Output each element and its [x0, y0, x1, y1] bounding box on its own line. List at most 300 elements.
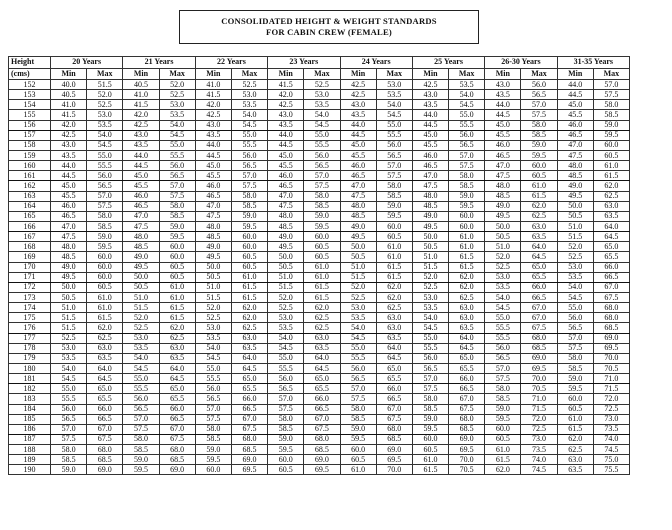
- max-weight-cell: 69.0: [231, 455, 267, 465]
- height-cell: 166: [9, 221, 51, 231]
- min-weight-cell: 45.5: [485, 130, 521, 140]
- max-weight-cell: 65.5: [304, 384, 340, 394]
- max-weight-cell: 52.5: [304, 80, 340, 90]
- max-weight-cell: 70.0: [376, 465, 412, 475]
- table-row: [9, 282, 630, 292]
- min-weight-cell: 42.5: [340, 90, 376, 100]
- max-header: Max: [521, 68, 557, 80]
- min-weight-cell: 47.5: [340, 191, 376, 201]
- min-weight-cell: 43.0: [123, 130, 159, 140]
- max-weight-cell: 62.5: [231, 323, 267, 333]
- title-line-2: FOR CABIN CREW (FEMALE): [266, 27, 392, 37]
- max-weight-cell: 66.5: [87, 414, 123, 424]
- min-weight-cell: 42.0: [123, 110, 159, 120]
- max-weight-cell: 68.5: [159, 455, 195, 465]
- max-weight-cell: 57.5: [593, 90, 629, 100]
- max-weight-cell: 65.0: [449, 353, 485, 363]
- min-header: Min: [557, 68, 593, 80]
- table-row: [9, 434, 630, 444]
- min-weight-cell: 52.5: [268, 303, 304, 313]
- max-weight-cell: 58.5: [159, 211, 195, 221]
- min-weight-cell: 43.0: [51, 140, 87, 150]
- max-weight-cell: 60.0: [231, 232, 267, 242]
- max-weight-cell: 60.0: [87, 272, 123, 282]
- min-weight-cell: 56.5: [485, 353, 521, 363]
- max-weight-cell: 73.5: [593, 424, 629, 434]
- max-weight-cell: 72.0: [593, 394, 629, 404]
- max-weight-cell: 59.5: [376, 211, 412, 221]
- min-weight-cell: 61.0: [340, 465, 376, 475]
- height-cell: 156: [9, 120, 51, 130]
- max-weight-cell: 60.0: [521, 161, 557, 171]
- max-weight-cell: 58.5: [376, 191, 412, 201]
- min-header: Min: [340, 68, 376, 80]
- min-weight-cell: 49.0: [195, 242, 231, 252]
- min-weight-cell: 58.5: [51, 455, 87, 465]
- min-weight-cell: 48.0: [485, 181, 521, 191]
- min-weight-cell: 44.5: [557, 90, 593, 100]
- min-weight-cell: 56.5: [195, 394, 231, 404]
- max-weight-cell: 59.0: [87, 232, 123, 242]
- max-weight-cell: 61.5: [376, 262, 412, 272]
- min-weight-cell: 41.0: [51, 100, 87, 110]
- min-weight-cell: 50.5: [123, 282, 159, 292]
- max-weight-cell: 52.5: [159, 90, 195, 100]
- min-weight-cell: 52.5: [485, 262, 521, 272]
- min-weight-cell: 48.5: [123, 242, 159, 252]
- min-weight-cell: 59.5: [557, 384, 593, 394]
- min-weight-cell: 55.0: [485, 313, 521, 323]
- min-weight-cell: 44.0: [340, 120, 376, 130]
- min-weight-cell: 44.5: [412, 120, 448, 130]
- min-weight-cell: 53.0: [51, 343, 87, 353]
- min-weight-cell: 59.5: [268, 445, 304, 455]
- height-cell: 155: [9, 110, 51, 120]
- min-weight-cell: 45.5: [340, 150, 376, 160]
- max-weight-cell: 70.0: [521, 374, 557, 384]
- table-row: [9, 384, 630, 394]
- max-weight-cell: 59.5: [449, 201, 485, 211]
- min-weight-cell: 56.0: [412, 353, 448, 363]
- min-weight-cell: 54.5: [51, 374, 87, 384]
- max-weight-cell: 66.0: [376, 384, 412, 394]
- max-weight-cell: 59.0: [521, 140, 557, 150]
- min-weight-cell: 52.0: [557, 242, 593, 252]
- min-weight-cell: 54.0: [51, 363, 87, 373]
- min-weight-cell: 51.0: [485, 242, 521, 252]
- min-weight-cell: 49.0: [123, 252, 159, 262]
- height-cell: 177: [9, 333, 51, 343]
- min-weight-cell: 61.5: [485, 455, 521, 465]
- min-weight-cell: 46.5: [412, 161, 448, 171]
- max-weight-cell: 65.5: [593, 252, 629, 262]
- min-weight-cell: 55.0: [557, 303, 593, 313]
- min-weight-cell: 43.5: [195, 130, 231, 140]
- max-weight-cell: 72.0: [521, 414, 557, 424]
- min-weight-cell: 48.0: [51, 242, 87, 252]
- max-weight-cell: 53.0: [376, 80, 412, 90]
- max-weight-cell: 67.0: [231, 414, 267, 424]
- max-weight-cell: 55.5: [231, 140, 267, 150]
- max-weight-cell: 68.0: [376, 424, 412, 434]
- min-weight-cell: 55.0: [340, 343, 376, 353]
- max-weight-cell: 71.5: [593, 384, 629, 394]
- max-weight-cell: 64.0: [87, 363, 123, 373]
- min-weight-cell: 47.0: [485, 161, 521, 171]
- min-weight-cell: 58.0: [340, 404, 376, 414]
- max-weight-cell: 55.5: [376, 130, 412, 140]
- min-weight-cell: 60.5: [340, 455, 376, 465]
- min-weight-cell: 51.5: [268, 282, 304, 292]
- max-weight-cell: 61.5: [159, 313, 195, 323]
- min-weight-cell: 46.5: [557, 130, 593, 140]
- max-weight-cell: 57.5: [159, 191, 195, 201]
- max-weight-cell: 62.0: [231, 303, 267, 313]
- max-weight-cell: 74.5: [593, 445, 629, 455]
- max-weight-cell: 66.0: [593, 262, 629, 272]
- min-weight-cell: 46.5: [340, 171, 376, 181]
- min-weight-cell: 53.0: [557, 262, 593, 272]
- max-weight-cell: 63.0: [376, 323, 412, 333]
- max-weight-cell: 59.0: [449, 191, 485, 201]
- table-row: [9, 353, 630, 363]
- max-weight-cell: 66.0: [521, 282, 557, 292]
- max-weight-cell: 65.0: [376, 363, 412, 373]
- max-header: Max: [376, 68, 412, 80]
- min-weight-cell: 54.0: [485, 292, 521, 302]
- min-weight-cell: 42.0: [51, 120, 87, 130]
- min-weight-cell: 48.0: [557, 161, 593, 171]
- max-weight-cell: 55.5: [87, 161, 123, 171]
- min-weight-cell: 53.0: [123, 333, 159, 343]
- max-weight-cell: 63.0: [521, 221, 557, 231]
- max-weight-cell: 67.5: [376, 414, 412, 424]
- max-weight-cell: 60.5: [521, 171, 557, 181]
- max-weight-cell: 67.0: [376, 404, 412, 414]
- max-weight-cell: 69.5: [449, 445, 485, 455]
- min-weight-cell: 45.5: [123, 181, 159, 191]
- min-weight-cell: 52.5: [412, 282, 448, 292]
- min-weight-cell: 44.0: [485, 100, 521, 110]
- min-weight-cell: 50.0: [340, 242, 376, 252]
- max-weight-cell: 66.0: [449, 374, 485, 384]
- max-weight-cell: 65.0: [159, 384, 195, 394]
- min-weight-cell: 57.5: [412, 384, 448, 394]
- max-weight-cell: 67.5: [231, 424, 267, 434]
- max-weight-cell: 68.0: [449, 414, 485, 424]
- max-weight-cell: 65.5: [87, 394, 123, 404]
- max-weight-cell: 63.5: [593, 211, 629, 221]
- max-weight-cell: 56.5: [87, 181, 123, 191]
- max-weight-cell: 68.5: [593, 323, 629, 333]
- min-weight-cell: 60.0: [195, 465, 231, 475]
- max-weight-cell: 64.0: [159, 363, 195, 373]
- min-weight-cell: 58.0: [268, 414, 304, 424]
- min-weight-cell: 50.0: [557, 201, 593, 211]
- min-weight-cell: 54.5: [195, 353, 231, 363]
- max-weight-cell: 57.5: [231, 181, 267, 191]
- max-weight-cell: 52.5: [87, 100, 123, 110]
- min-weight-cell: 43.5: [268, 120, 304, 130]
- table-row: [9, 242, 630, 252]
- table-row: [9, 140, 630, 150]
- min-weight-cell: 63.0: [557, 455, 593, 465]
- min-weight-cell: 56.0: [557, 313, 593, 323]
- max-weight-cell: 73.0: [521, 434, 557, 444]
- max-weight-cell: 64.5: [304, 363, 340, 373]
- min-weight-cell: 52.0: [268, 292, 304, 302]
- max-weight-cell: 59.5: [159, 232, 195, 242]
- max-weight-cell: 60.0: [231, 242, 267, 252]
- min-weight-cell: 59.0: [412, 414, 448, 424]
- max-weight-cell: 59.5: [231, 221, 267, 231]
- max-weight-cell: 57.0: [376, 161, 412, 171]
- height-cell: 164: [9, 201, 51, 211]
- min-weight-cell: 48.5: [557, 171, 593, 181]
- max-weight-cell: 63.5: [376, 333, 412, 343]
- height-cell: 167: [9, 232, 51, 242]
- min-weight-cell: 47.0: [412, 171, 448, 181]
- max-weight-cell: 61.5: [159, 303, 195, 313]
- table-body: [9, 80, 630, 475]
- max-weight-cell: 53.5: [304, 100, 340, 110]
- min-weight-cell: 60.0: [485, 424, 521, 434]
- height-cell: 170: [9, 262, 51, 272]
- min-weight-cell: 56.5: [51, 414, 87, 424]
- min-weight-cell: 49.5: [340, 232, 376, 242]
- height-cell: 178: [9, 343, 51, 353]
- min-weight-cell: 50.0: [123, 272, 159, 282]
- min-weight-cell: 60.0: [412, 434, 448, 444]
- max-weight-cell: 53.5: [87, 120, 123, 130]
- min-weight-cell: 46.0: [412, 150, 448, 160]
- min-weight-cell: 57.0: [412, 374, 448, 384]
- max-weight-cell: 68.5: [231, 445, 267, 455]
- min-weight-cell: 44.0: [123, 150, 159, 160]
- max-weight-cell: 52.5: [231, 80, 267, 90]
- min-weight-cell: 40.5: [123, 80, 159, 90]
- min-weight-cell: 56.5: [340, 374, 376, 384]
- table-row: [9, 313, 630, 323]
- max-header: Max: [87, 68, 123, 80]
- min-weight-cell: 51.5: [51, 323, 87, 333]
- max-weight-cell: 54.0: [159, 120, 195, 130]
- height-cell: 183: [9, 394, 51, 404]
- min-weight-cell: 51.5: [195, 292, 231, 302]
- max-weight-cell: 60.5: [304, 242, 340, 252]
- min-weight-cell: 58.0: [123, 434, 159, 444]
- max-weight-cell: 55.0: [376, 120, 412, 130]
- table-row: [9, 232, 630, 242]
- min-weight-cell: 42.5: [268, 100, 304, 110]
- max-weight-cell: 59.0: [304, 211, 340, 221]
- max-weight-cell: 53.5: [231, 100, 267, 110]
- min-weight-cell: 60.0: [340, 445, 376, 455]
- max-weight-cell: 59.0: [231, 211, 267, 221]
- max-weight-cell: 59.0: [159, 221, 195, 231]
- max-weight-cell: 69.0: [376, 445, 412, 455]
- height-header: Height: [9, 57, 51, 69]
- min-weight-cell: 45.5: [412, 140, 448, 150]
- min-weight-cell: 47.5: [51, 232, 87, 242]
- max-weight-cell: 71.0: [593, 374, 629, 384]
- max-weight-cell: 56.0: [376, 140, 412, 150]
- max-weight-cell: 64.0: [231, 353, 267, 363]
- min-weight-cell: 48.5: [268, 221, 304, 231]
- min-weight-cell: 44.0: [268, 130, 304, 140]
- min-weight-cell: 52.0: [123, 313, 159, 323]
- max-weight-cell: 57.5: [376, 171, 412, 181]
- max-weight-cell: 60.0: [376, 221, 412, 231]
- min-weight-cell: 54.5: [412, 323, 448, 333]
- min-weight-cell: 59.0: [123, 455, 159, 465]
- min-weight-cell: 54.0: [195, 343, 231, 353]
- min-weight-cell: 48.0: [123, 232, 159, 242]
- min-weight-cell: 55.0: [195, 363, 231, 373]
- max-weight-cell: 61.5: [521, 191, 557, 201]
- max-weight-cell: 62.0: [376, 282, 412, 292]
- max-weight-cell: 60.0: [159, 252, 195, 262]
- min-weight-cell: 57.5: [485, 374, 521, 384]
- min-weight-cell: 59.0: [195, 445, 231, 455]
- max-header: Max: [159, 68, 195, 80]
- max-weight-cell: 58.0: [231, 191, 267, 201]
- min-weight-cell: 45.5: [51, 191, 87, 201]
- max-weight-cell: 54.5: [87, 140, 123, 150]
- max-weight-cell: 62.0: [449, 282, 485, 292]
- min-weight-cell: 55.5: [123, 384, 159, 394]
- min-weight-cell: 42.5: [51, 130, 87, 140]
- min-weight-cell: 55.5: [51, 394, 87, 404]
- height-cell: 171: [9, 272, 51, 282]
- max-weight-cell: 57.5: [521, 110, 557, 120]
- min-header: Min: [51, 68, 87, 80]
- min-weight-cell: 61.0: [557, 414, 593, 424]
- max-weight-cell: 66.5: [449, 384, 485, 394]
- max-weight-cell: 61.0: [159, 282, 195, 292]
- min-weight-cell: 49.5: [51, 272, 87, 282]
- max-weight-cell: 61.0: [304, 272, 340, 282]
- min-weight-cell: 59.0: [268, 434, 304, 444]
- max-weight-cell: 56.0: [449, 130, 485, 140]
- min-weight-cell: 44.5: [340, 130, 376, 140]
- height-cell: 157: [9, 130, 51, 140]
- max-weight-cell: 51.5: [87, 80, 123, 90]
- min-weight-cell: 58.5: [268, 424, 304, 434]
- min-weight-cell: 43.5: [412, 100, 448, 110]
- min-weight-cell: 58.5: [557, 363, 593, 373]
- min-weight-cell: 48.0: [340, 201, 376, 211]
- max-weight-cell: 55.0: [159, 140, 195, 150]
- max-weight-cell: 65.5: [449, 363, 485, 373]
- min-weight-cell: 59.0: [340, 424, 376, 434]
- max-weight-cell: 56.5: [159, 171, 195, 181]
- max-weight-cell: 66.0: [231, 394, 267, 404]
- max-weight-cell: 54.0: [231, 110, 267, 120]
- height-cell: 154: [9, 100, 51, 110]
- max-weight-cell: 69.0: [159, 465, 195, 475]
- min-weight-cell: 58.5: [412, 404, 448, 414]
- max-weight-cell: 58.5: [231, 201, 267, 211]
- max-weight-cell: 53.0: [231, 90, 267, 100]
- min-weight-cell: 44.0: [51, 161, 87, 171]
- min-weight-cell: 54.5: [557, 292, 593, 302]
- max-weight-cell: 57.0: [593, 80, 629, 90]
- min-weight-cell: 42.5: [340, 80, 376, 90]
- min-weight-cell: 59.5: [412, 424, 448, 434]
- max-weight-cell: 68.0: [521, 333, 557, 343]
- max-weight-cell: 55.0: [231, 130, 267, 140]
- max-weight-cell: 64.5: [231, 363, 267, 373]
- min-weight-cell: 54.0: [340, 323, 376, 333]
- max-weight-cell: 60.0: [87, 262, 123, 272]
- min-weight-cell: 51.0: [268, 272, 304, 282]
- min-weight-cell: 54.0: [412, 313, 448, 323]
- max-weight-cell: 75.5: [593, 465, 629, 475]
- max-weight-cell: 61.0: [159, 292, 195, 302]
- max-weight-cell: 60.0: [87, 252, 123, 262]
- min-weight-cell: 58.5: [340, 414, 376, 424]
- max-weight-cell: 53.5: [376, 90, 412, 100]
- min-weight-cell: 52.5: [340, 292, 376, 302]
- min-weight-cell: 47.5: [123, 221, 159, 231]
- max-weight-cell: 61.5: [304, 282, 340, 292]
- max-weight-cell: 58.0: [593, 100, 629, 110]
- max-weight-cell: 65.0: [521, 262, 557, 272]
- max-weight-cell: 59.5: [87, 242, 123, 252]
- height-cell: 175: [9, 313, 51, 323]
- max-weight-cell: 70.5: [449, 465, 485, 475]
- min-weight-cell: 58.5: [195, 434, 231, 444]
- height-weight-table: [8, 56, 630, 475]
- max-weight-cell: 60.0: [304, 232, 340, 242]
- min-weight-cell: 58.0: [412, 394, 448, 404]
- age-group-header: 23 Years: [268, 57, 340, 69]
- min-weight-cell: 41.0: [195, 80, 231, 90]
- min-weight-cell: 55.0: [123, 374, 159, 384]
- max-weight-cell: 53.0: [159, 100, 195, 110]
- max-weight-cell: 56.5: [304, 161, 340, 171]
- height-cell: 168: [9, 242, 51, 252]
- max-weight-cell: 55.5: [304, 140, 340, 150]
- max-weight-cell: 68.5: [87, 455, 123, 465]
- max-weight-cell: 61.0: [521, 181, 557, 191]
- min-weight-cell: 50.5: [557, 211, 593, 221]
- min-header: Min: [195, 68, 231, 80]
- min-weight-cell: 47.5: [485, 171, 521, 181]
- min-weight-cell: 61.5: [412, 465, 448, 475]
- min-weight-cell: 52.5: [51, 333, 87, 343]
- max-weight-cell: 53.5: [159, 110, 195, 120]
- max-weight-cell: 60.0: [593, 140, 629, 150]
- max-weight-cell: 57.0: [87, 191, 123, 201]
- max-weight-cell: 64.5: [593, 232, 629, 242]
- max-weight-cell: 54.0: [87, 130, 123, 140]
- max-weight-cell: 54.5: [304, 120, 340, 130]
- age-group-header: 20 Years: [51, 57, 123, 69]
- min-weight-cell: 55.5: [340, 353, 376, 363]
- max-weight-cell: 67.5: [159, 434, 195, 444]
- max-weight-cell: 65.5: [159, 394, 195, 404]
- max-weight-cell: 57.0: [521, 100, 557, 110]
- max-weight-cell: 64.5: [449, 343, 485, 353]
- min-weight-cell: 47.5: [412, 181, 448, 191]
- min-weight-cell: 61.5: [557, 424, 593, 434]
- max-weight-cell: 64.0: [593, 221, 629, 231]
- min-weight-cell: 43.0: [195, 120, 231, 130]
- height-cell: 186: [9, 424, 51, 434]
- max-weight-cell: 62.5: [521, 211, 557, 221]
